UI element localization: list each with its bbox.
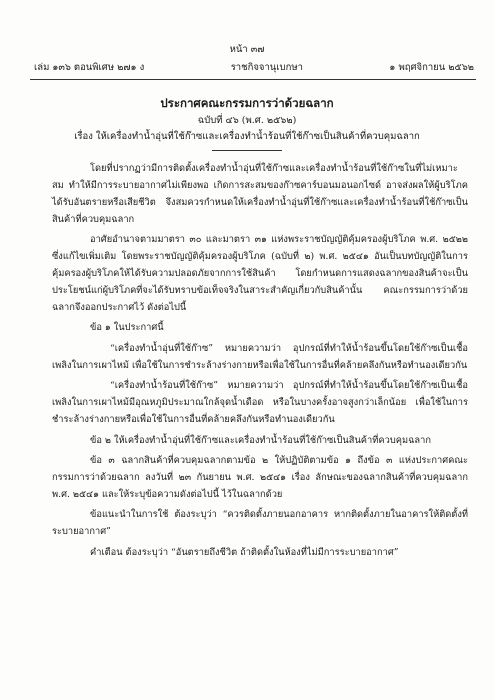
definition-water-heater: “เครื่องทำน้ำอุ่นที่ใช้ก๊าซ” หมายความว่า อุปกรณ์ที่ทำให้น้ำร้อนขึ้นโดยใช้ก๊าซเป็นเชื้อเพลิงในการเผาไหม้ เพื่อใช้ในการชำระล้างร่างกายหรือเพื่อใช้ในการอื่นที่คล้ายคลึงกันหรือทำนองเดียวกัน — [52, 343, 468, 371]
clause-3: ข้อ ๓ ฉลากสินค้าที่ควบคุมฉลากตามข้อ ๒ ให้ปฏิบัติตามข้อ ๑ ถึงข้อ ๓ แห่งประกาศคณะกรรมการว่าด้วยฉลาก ลงวันที่ ๒๓ กันยายน พ.ศ. ๒๕๔๑ เรื่อง ลักษณะของฉลากสินค้าที่ควบคุมฉลาก พ.ศ. ๒๕๔๑ และให้ระบุข้อความดังต่อไปนี้ ไว้ในฉลากด้วย — [52, 455, 468, 500]
gazette-name: ราชกิจจานุเบกษา — [230, 62, 303, 73]
usage-advice: ข้อแนะนำในการใช้ ต้องระบุว่า “ควรติดตั้งภายนอกอาคาร หากติดตั้งภายในอาคารให้ติดตั้งที่ระบายอากาศ” — [52, 509, 468, 537]
clause-1: ข้อ ๑ ในประกาศนี้ — [90, 322, 164, 333]
announcement-subject: เรื่อง ให้เครื่องทำน้ำอุ่นที่ใช้ก๊าซและเครื่องทำน้ำร้อนที่ใช้ก๊าซเป็นสินค้าที่ควบคุมฉลาก — [74, 131, 420, 142]
announcement-title: ประกาศคณะกรรมการว่าด้วยฉลาก — [160, 96, 334, 110]
preamble-paragraph: โดยที่ปรากฏว่ามีการติดตั้งเครื่องทำน้ำอุ่นที่ใช้ก๊าซและเครื่องทำน้ำร้อนที่ใช้ก๊าซในที่ไม่เหมาะสม ทำให้มีการระบายอากาศไม่เพียงพอ เกิดการสะสมของก๊าซคาร์บอนมอนอกไซด์ อาจส่งผลให้ผู้บริโภคได้รับอันตรายหรือเสียชีวิต จึงสมควรกำหนดให้เครื่องทำน้ำอุ่นที่ใช้ก๊าซและเครื่องทำน้ำร้อนที่ใช้ก๊าซเป็นสินค้าที่ควบคุมฉลาก — [52, 163, 468, 225]
clause-2: ข้อ ๒ ให้เครื่องทำน้ำอุ่นที่ใช้ก๊าซและเครื่องทำน้ำร้อนที่ใช้ก๊าซเป็นสินค้าที่ควบคุมฉลาก — [90, 435, 431, 446]
authority-paragraph: อาศัยอำนาจตามมาตรา ๓๐ และมาตรา ๓๑ แห่งพระราชบัญญัติคุ้มครองผู้บริโภค พ.ศ. ๒๕๒๒ ซึ่งแก้ไขเพิ่มเติม โดยพระราชบัญญัติคุ้มครองผู้บริโภค (ฉบับที่ ๒) พ.ศ. ๒๕๔๑ อันเป็นบทบัญญัติในการคุ้มครองผู้บริโภคให้ได้รับความปลอดภัยจากการใช้สินค้า โดยกำหนดการแสดงฉลากของสินค้าจะเป็นประโยชน์แก่ผู้บริโภคที่จะได้รับทราบข้อเท็จจริงในสาระสำคัญเกี่ยวกับสินค้านั้น คณะกรรมการว่าด้วยฉลากจึงออกประกาศไว้ ดังต่อไปนี้ — [52, 234, 468, 313]
page-number: หน้า ๓๗ — [229, 44, 265, 55]
title-divider — [212, 150, 282, 151]
gazette-header — [34, 62, 474, 74]
volume-info: เล่ม ๑๓๖ ตอนพิเศษ ๒๗๑ ง — [34, 62, 145, 73]
header-divider — [30, 79, 476, 80]
publication-date: ๑ พฤศจิกายน ๒๕๖๒ — [389, 62, 474, 73]
warning-text: คำเตือน ต้องระบุว่า “อันตรายถึงชีวิต ถ้าติดตั้งในห้องที่ไม่มีการระบายอากาศ” — [90, 547, 399, 558]
definition-water-boiler: “เครื่องทำน้ำร้อนที่ใช้ก๊าซ” หมายความว่า อุปกรณ์ที่ทำให้น้ำร้อนขึ้นโดยใช้ก๊าซเป็นเชื้อเพลิงในการเผาไหม้มีอุณหภูมิประมาณใกล้จุดน้ำเดือด หรือในบางครั้งอาจสูงกว่าเล็กน้อย เพื่อใช้ในการชำระล้างร่างกายหรือเพื่อใช้ในการอื่นที่คล้ายคลึงกันหรือทำนองเดียวกัน — [52, 380, 468, 425]
issue-number: ฉบับที่ ๔๖ (พ.ศ. ๒๕๖๒) — [197, 115, 297, 126]
